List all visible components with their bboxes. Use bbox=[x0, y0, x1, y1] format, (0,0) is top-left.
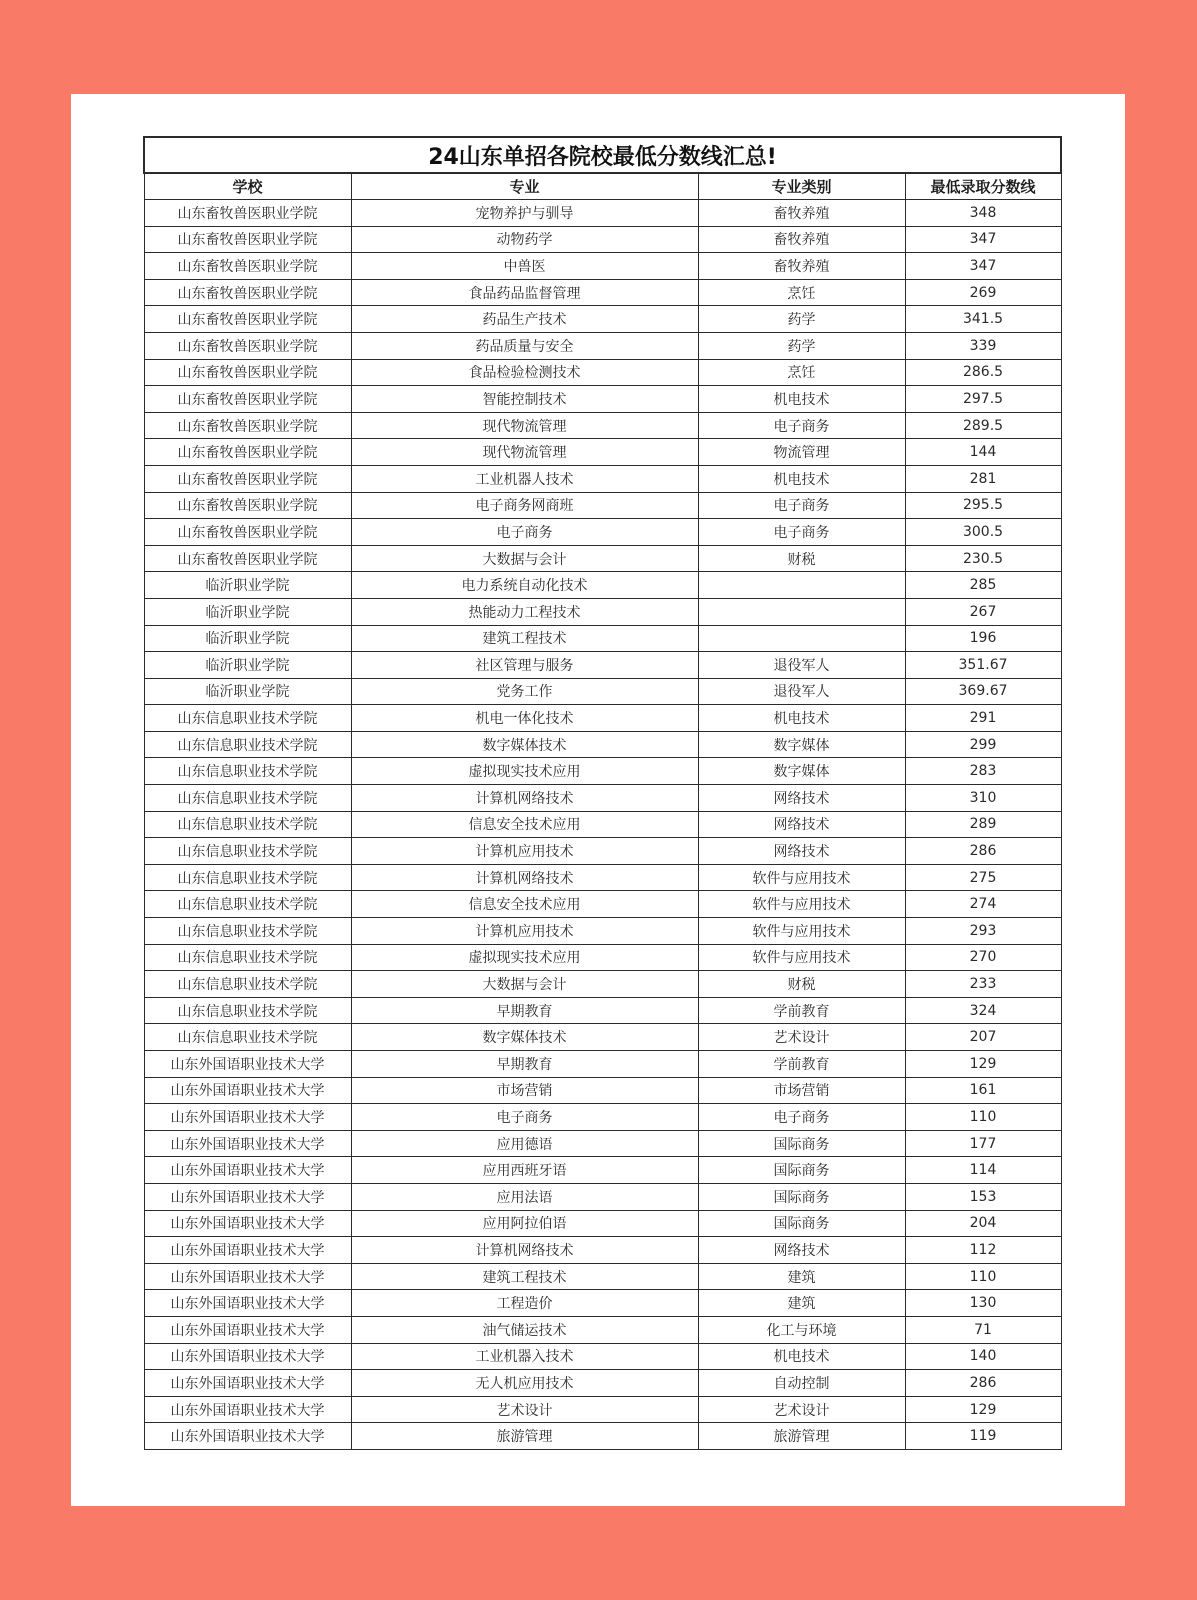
table-row bbox=[144, 1290, 1061, 1317]
school-cell: 山东信息职业技术学院 bbox=[144, 864, 351, 891]
major-cell: 党务工作 bbox=[351, 678, 698, 705]
score-cell: 161 bbox=[905, 1077, 1061, 1104]
school-cell: 山东信息职业技术学院 bbox=[144, 758, 351, 785]
table-row bbox=[144, 1370, 1061, 1397]
category-cell: 电子商务 bbox=[698, 1104, 905, 1131]
category-cell: 市场营销 bbox=[698, 1077, 905, 1104]
major-cell: 旅游管理 bbox=[351, 1423, 698, 1450]
school-cell: 山东外国语职业技术大学 bbox=[144, 1183, 351, 1210]
table-row bbox=[144, 439, 1061, 466]
table-row bbox=[144, 519, 1061, 546]
table-row bbox=[144, 253, 1061, 280]
category-cell: 建筑 bbox=[698, 1263, 905, 1290]
category-cell bbox=[698, 598, 905, 625]
category-cell: 退役军人 bbox=[698, 652, 905, 679]
table-row bbox=[144, 1316, 1061, 1343]
major-cell: 机电一体化技术 bbox=[351, 705, 698, 732]
score-cell: 369.67 bbox=[905, 678, 1061, 705]
table-row bbox=[144, 200, 1061, 227]
table-row bbox=[144, 412, 1061, 439]
major-cell: 药品生产技术 bbox=[351, 306, 698, 333]
school-cell: 山东畜牧兽医职业学院 bbox=[144, 306, 351, 333]
table-row bbox=[144, 838, 1061, 865]
table-row bbox=[144, 1263, 1061, 1290]
table-row bbox=[144, 359, 1061, 386]
category-cell: 机电技术 bbox=[698, 1343, 905, 1370]
score-cell: 341.5 bbox=[905, 306, 1061, 333]
table-row bbox=[144, 891, 1061, 918]
major-cell: 计算机应用技术 bbox=[351, 918, 698, 945]
major-cell: 油气储运技术 bbox=[351, 1316, 698, 1343]
score-cell: 300.5 bbox=[905, 519, 1061, 546]
major-cell: 现代物流管理 bbox=[351, 439, 698, 466]
category-cell: 国际商务 bbox=[698, 1183, 905, 1210]
score-cell: 144 bbox=[905, 439, 1061, 466]
score-cell: 347 bbox=[905, 253, 1061, 280]
score-cell: 351.67 bbox=[905, 652, 1061, 679]
category-cell: 电子商务 bbox=[698, 519, 905, 546]
score-cell: 269 bbox=[905, 279, 1061, 306]
score-cell: 297.5 bbox=[905, 386, 1061, 413]
table-row bbox=[144, 1396, 1061, 1423]
category-cell: 软件与应用技术 bbox=[698, 864, 905, 891]
table-row bbox=[144, 1077, 1061, 1104]
score-cell: 177 bbox=[905, 1130, 1061, 1157]
major-cell: 电子商务 bbox=[351, 1104, 698, 1131]
table-row bbox=[144, 598, 1061, 625]
table-row bbox=[144, 705, 1061, 732]
category-cell: 自动控制 bbox=[698, 1370, 905, 1397]
school-cell: 山东外国语职业技术大学 bbox=[144, 1370, 351, 1397]
category-cell: 艺术设计 bbox=[698, 1396, 905, 1423]
category-cell: 药学 bbox=[698, 306, 905, 333]
school-cell: 山东信息职业技术学院 bbox=[144, 705, 351, 732]
table-row bbox=[144, 1237, 1061, 1264]
major-cell: 计算机网络技术 bbox=[351, 864, 698, 891]
table-row bbox=[144, 492, 1061, 519]
major-cell: 虚拟现实技术应用 bbox=[351, 758, 698, 785]
table-row bbox=[144, 811, 1061, 838]
major-cell: 工业机器人技术 bbox=[351, 465, 698, 492]
major-cell: 食品检验检测技术 bbox=[351, 359, 698, 386]
school-cell: 山东畜牧兽医职业学院 bbox=[144, 519, 351, 546]
major-cell: 建筑工程技术 bbox=[351, 1263, 698, 1290]
table-row bbox=[144, 1183, 1061, 1210]
school-cell: 临沂职业学院 bbox=[144, 572, 351, 599]
category-cell: 药学 bbox=[698, 332, 905, 359]
category-cell: 畜牧养殖 bbox=[698, 200, 905, 227]
major-cell: 中兽医 bbox=[351, 253, 698, 280]
score-cell: 293 bbox=[905, 918, 1061, 945]
table-row bbox=[144, 386, 1061, 413]
table-row bbox=[144, 545, 1061, 572]
category-cell: 国际商务 bbox=[698, 1157, 905, 1184]
header-category: 专业类别 bbox=[698, 173, 905, 200]
major-cell: 现代物流管理 bbox=[351, 412, 698, 439]
score-cell: 110 bbox=[905, 1263, 1061, 1290]
table-row bbox=[144, 306, 1061, 333]
major-cell: 大数据与会计 bbox=[351, 545, 698, 572]
table-title: 24山东单招各院校最低分数线汇总! bbox=[144, 137, 1061, 173]
document-page bbox=[71, 94, 1125, 1506]
school-cell: 山东畜牧兽医职业学院 bbox=[144, 412, 351, 439]
major-cell: 市场营销 bbox=[351, 1077, 698, 1104]
major-cell: 建筑工程技术 bbox=[351, 625, 698, 652]
school-cell: 临沂职业学院 bbox=[144, 678, 351, 705]
major-cell: 宠物养护与驯导 bbox=[351, 200, 698, 227]
table-row bbox=[144, 758, 1061, 785]
major-cell: 应用阿拉伯语 bbox=[351, 1210, 698, 1237]
table-row bbox=[144, 332, 1061, 359]
school-cell: 山东信息职业技术学院 bbox=[144, 731, 351, 758]
school-cell: 山东外国语职业技术大学 bbox=[144, 1210, 351, 1237]
table-row bbox=[144, 226, 1061, 253]
major-cell: 应用法语 bbox=[351, 1183, 698, 1210]
score-cell: 286 bbox=[905, 1370, 1061, 1397]
category-cell: 畜牧养殖 bbox=[698, 253, 905, 280]
major-cell: 智能控制技术 bbox=[351, 386, 698, 413]
school-cell: 山东信息职业技术学院 bbox=[144, 997, 351, 1024]
score-cell: 267 bbox=[905, 598, 1061, 625]
table-row bbox=[144, 1104, 1061, 1131]
score-cell: 110 bbox=[905, 1104, 1061, 1131]
school-cell: 山东畜牧兽医职业学院 bbox=[144, 492, 351, 519]
major-cell: 应用西班牙语 bbox=[351, 1157, 698, 1184]
school-cell: 山东信息职业技术学院 bbox=[144, 971, 351, 998]
score-cell: 204 bbox=[905, 1210, 1061, 1237]
score-cell: 283 bbox=[905, 758, 1061, 785]
major-cell: 早期教育 bbox=[351, 1051, 698, 1078]
school-cell: 山东外国语职业技术大学 bbox=[144, 1051, 351, 1078]
table-row bbox=[144, 1157, 1061, 1184]
score-cell: 295.5 bbox=[905, 492, 1061, 519]
major-cell: 电力系统自动化技术 bbox=[351, 572, 698, 599]
major-cell: 数字媒体技术 bbox=[351, 731, 698, 758]
school-cell: 山东畜牧兽医职业学院 bbox=[144, 465, 351, 492]
score-cell: 291 bbox=[905, 705, 1061, 732]
category-cell: 物流管理 bbox=[698, 439, 905, 466]
score-cell: 112 bbox=[905, 1237, 1061, 1264]
category-cell: 国际商务 bbox=[698, 1210, 905, 1237]
category-cell: 学前教育 bbox=[698, 1051, 905, 1078]
major-cell: 计算机网络技术 bbox=[351, 1237, 698, 1264]
table-row bbox=[144, 1024, 1061, 1051]
major-cell: 动物药学 bbox=[351, 226, 698, 253]
school-cell: 山东外国语职业技术大学 bbox=[144, 1157, 351, 1184]
category-cell: 网络技术 bbox=[698, 785, 905, 812]
table-row bbox=[144, 1130, 1061, 1157]
table-row bbox=[144, 997, 1061, 1024]
category-cell: 机电技术 bbox=[698, 386, 905, 413]
school-cell: 山东外国语职业技术大学 bbox=[144, 1077, 351, 1104]
category-cell: 数字媒体 bbox=[698, 731, 905, 758]
score-cell: 270 bbox=[905, 944, 1061, 971]
score-cell: 71 bbox=[905, 1316, 1061, 1343]
category-cell: 建筑 bbox=[698, 1290, 905, 1317]
table-row bbox=[144, 1343, 1061, 1370]
school-cell: 山东外国语职业技术大学 bbox=[144, 1104, 351, 1131]
score-cell: 114 bbox=[905, 1157, 1061, 1184]
school-cell: 山东外国语职业技术大学 bbox=[144, 1237, 351, 1264]
category-cell: 畜牧养殖 bbox=[698, 226, 905, 253]
score-cell: 129 bbox=[905, 1051, 1061, 1078]
major-cell: 食品药品监督管理 bbox=[351, 279, 698, 306]
score-cell: 130 bbox=[905, 1290, 1061, 1317]
major-cell: 药品质量与安全 bbox=[351, 332, 698, 359]
school-cell: 山东畜牧兽医职业学院 bbox=[144, 439, 351, 466]
major-cell: 工程造价 bbox=[351, 1290, 698, 1317]
score-cell: 230.5 bbox=[905, 545, 1061, 572]
major-cell: 虚拟现实技术应用 bbox=[351, 944, 698, 971]
school-cell: 山东畜牧兽医职业学院 bbox=[144, 332, 351, 359]
table-row bbox=[144, 785, 1061, 812]
score-cell: 339 bbox=[905, 332, 1061, 359]
major-cell: 电子商务 bbox=[351, 519, 698, 546]
score-cell: 119 bbox=[905, 1423, 1061, 1450]
major-cell: 电子商务网商班 bbox=[351, 492, 698, 519]
table-row bbox=[144, 572, 1061, 599]
table-row bbox=[144, 918, 1061, 945]
table-row bbox=[144, 652, 1061, 679]
score-cell: 289 bbox=[905, 811, 1061, 838]
major-cell: 信息安全技术应用 bbox=[351, 891, 698, 918]
score-cell: 286.5 bbox=[905, 359, 1061, 386]
category-cell: 艺术设计 bbox=[698, 1024, 905, 1051]
table-row bbox=[144, 1423, 1061, 1450]
score-cell: 285 bbox=[905, 572, 1061, 599]
table-row bbox=[144, 1051, 1061, 1078]
category-cell: 网络技术 bbox=[698, 811, 905, 838]
header-row bbox=[144, 173, 1061, 200]
table-row bbox=[144, 971, 1061, 998]
school-cell: 山东信息职业技术学院 bbox=[144, 811, 351, 838]
major-cell: 热能动力工程技术 bbox=[351, 598, 698, 625]
category-cell: 财税 bbox=[698, 545, 905, 572]
school-cell: 山东畜牧兽医职业学院 bbox=[144, 253, 351, 280]
category-cell: 软件与应用技术 bbox=[698, 918, 905, 945]
major-cell: 信息安全技术应用 bbox=[351, 811, 698, 838]
score-cell: 274 bbox=[905, 891, 1061, 918]
major-cell: 早期教育 bbox=[351, 997, 698, 1024]
school-cell: 山东畜牧兽医职业学院 bbox=[144, 359, 351, 386]
score-cell: 348 bbox=[905, 200, 1061, 227]
category-cell: 电子商务 bbox=[698, 412, 905, 439]
score-cell: 140 bbox=[905, 1343, 1061, 1370]
table-row bbox=[144, 465, 1061, 492]
score-cell: 275 bbox=[905, 864, 1061, 891]
table-row bbox=[144, 678, 1061, 705]
category-cell: 网络技术 bbox=[698, 1237, 905, 1264]
table-row bbox=[144, 864, 1061, 891]
score-table bbox=[143, 136, 1062, 1450]
school-cell: 山东信息职业技术学院 bbox=[144, 944, 351, 971]
category-cell: 数字媒体 bbox=[698, 758, 905, 785]
score-cell: 289.5 bbox=[905, 412, 1061, 439]
category-cell: 烹饪 bbox=[698, 279, 905, 306]
table-row bbox=[144, 625, 1061, 652]
school-cell: 山东外国语职业技术大学 bbox=[144, 1130, 351, 1157]
school-cell: 临沂职业学院 bbox=[144, 598, 351, 625]
school-cell: 山东信息职业技术学院 bbox=[144, 918, 351, 945]
school-cell: 山东信息职业技术学院 bbox=[144, 785, 351, 812]
school-cell: 临沂职业学院 bbox=[144, 652, 351, 679]
major-cell: 数字媒体技术 bbox=[351, 1024, 698, 1051]
major-cell: 无人机应用技术 bbox=[351, 1370, 698, 1397]
score-cell: 129 bbox=[905, 1396, 1061, 1423]
school-cell: 山东畜牧兽医职业学院 bbox=[144, 386, 351, 413]
major-cell: 应用德语 bbox=[351, 1130, 698, 1157]
score-cell: 153 bbox=[905, 1183, 1061, 1210]
school-cell: 山东外国语职业技术大学 bbox=[144, 1290, 351, 1317]
category-cell: 学前教育 bbox=[698, 997, 905, 1024]
major-cell: 大数据与会计 bbox=[351, 971, 698, 998]
category-cell bbox=[698, 572, 905, 599]
score-cell: 281 bbox=[905, 465, 1061, 492]
category-cell: 电子商务 bbox=[698, 492, 905, 519]
category-cell: 网络技术 bbox=[698, 838, 905, 865]
category-cell: 软件与应用技术 bbox=[698, 891, 905, 918]
header-major: 专业 bbox=[351, 173, 698, 200]
school-cell: 山东畜牧兽医职业学院 bbox=[144, 200, 351, 227]
major-cell: 艺术设计 bbox=[351, 1396, 698, 1423]
school-cell: 山东畜牧兽医职业学院 bbox=[144, 226, 351, 253]
category-cell: 机电技术 bbox=[698, 705, 905, 732]
header-min-score: 最低录取分数线 bbox=[905, 173, 1061, 200]
major-cell: 计算机应用技术 bbox=[351, 838, 698, 865]
school-cell: 山东外国语职业技术大学 bbox=[144, 1263, 351, 1290]
major-cell: 计算机网络技术 bbox=[351, 785, 698, 812]
major-cell: 社区管理与服务 bbox=[351, 652, 698, 679]
score-cell: 310 bbox=[905, 785, 1061, 812]
school-cell: 临沂职业学院 bbox=[144, 625, 351, 652]
category-cell bbox=[698, 625, 905, 652]
school-cell: 山东畜牧兽医职业学院 bbox=[144, 279, 351, 306]
table-body bbox=[144, 200, 1061, 1450]
score-cell: 207 bbox=[905, 1024, 1061, 1051]
score-cell: 196 bbox=[905, 625, 1061, 652]
category-cell: 财税 bbox=[698, 971, 905, 998]
category-cell: 化工与环境 bbox=[698, 1316, 905, 1343]
score-cell: 299 bbox=[905, 731, 1061, 758]
table-row bbox=[144, 279, 1061, 306]
table-row bbox=[144, 1210, 1061, 1237]
category-cell: 软件与应用技术 bbox=[698, 944, 905, 971]
major-cell: 工业机器入技术 bbox=[351, 1343, 698, 1370]
score-cell: 233 bbox=[905, 971, 1061, 998]
category-cell: 国际商务 bbox=[698, 1130, 905, 1157]
category-cell: 退役军人 bbox=[698, 678, 905, 705]
school-cell: 山东信息职业技术学院 bbox=[144, 891, 351, 918]
school-cell: 山东外国语职业技术大学 bbox=[144, 1423, 351, 1450]
school-cell: 山东信息职业技术学院 bbox=[144, 1024, 351, 1051]
score-cell: 324 bbox=[905, 997, 1061, 1024]
score-cell: 347 bbox=[905, 226, 1061, 253]
school-cell: 山东信息职业技术学院 bbox=[144, 838, 351, 865]
category-cell: 旅游管理 bbox=[698, 1423, 905, 1450]
header-school: 学校 bbox=[144, 173, 351, 200]
school-cell: 山东畜牧兽医职业学院 bbox=[144, 545, 351, 572]
school-cell: 山东外国语职业技术大学 bbox=[144, 1316, 351, 1343]
school-cell: 山东外国语职业技术大学 bbox=[144, 1396, 351, 1423]
score-cell: 286 bbox=[905, 838, 1061, 865]
school-cell: 山东外国语职业技术大学 bbox=[144, 1343, 351, 1370]
table-row bbox=[144, 944, 1061, 971]
table-row bbox=[144, 731, 1061, 758]
category-cell: 机电技术 bbox=[698, 465, 905, 492]
category-cell: 烹饪 bbox=[698, 359, 905, 386]
